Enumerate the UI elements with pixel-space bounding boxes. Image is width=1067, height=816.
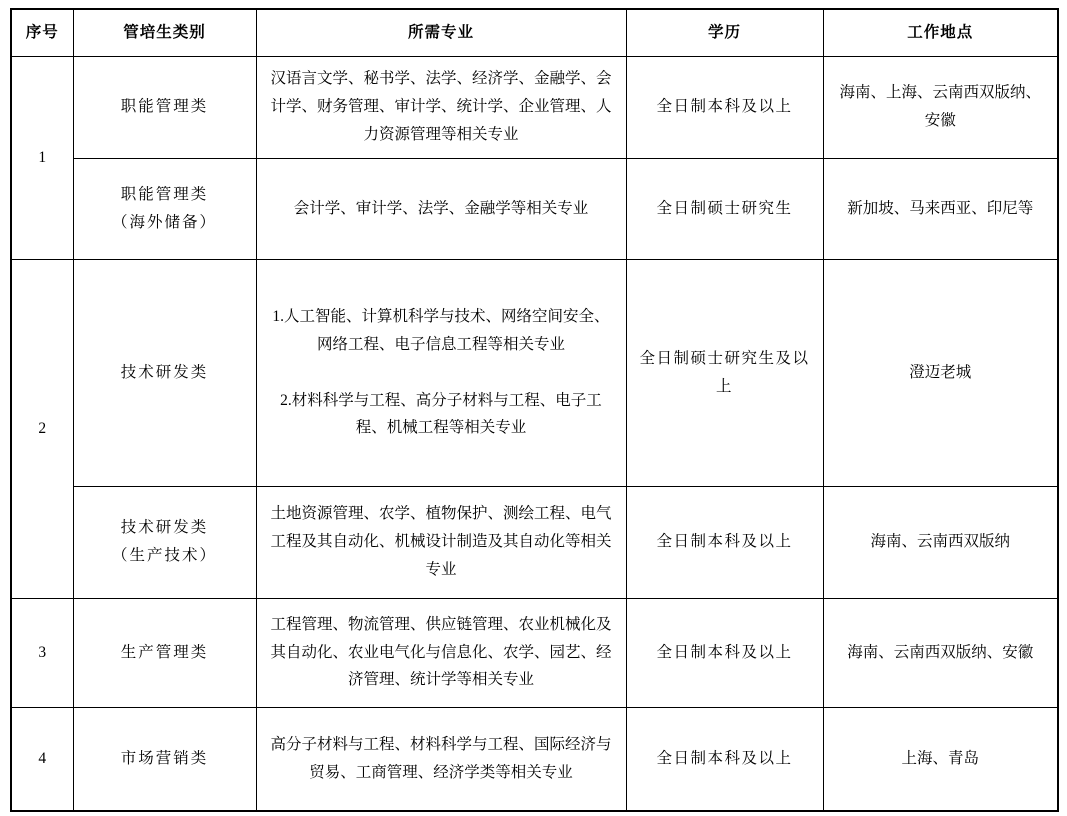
majors-paragraph-1: 1.人工智能、计算机科学与技术、网络空间安全、网络工程、电子信息工程等相关专业 [272,307,610,353]
category-subline: （生产技术） [111,547,217,564]
cell-majors-1b [256,158,626,259]
cell-education-1a: 全日制本科及以上 [626,56,823,158]
cell-location-1b: 新加坡、马来西亚、印尼等 [823,158,1058,259]
cell-majors-2b [256,486,626,598]
cell-education-3: 全日制本科及以上 [626,598,823,707]
category-subline: （海外储备） [111,213,217,231]
cell-education-2b: 全日制本科及以上 [626,486,823,598]
table-row-1a [11,56,1058,158]
header-seq: 序号 [11,9,73,56]
cell-category-1a: 职能管理类 [73,56,256,158]
cell-majors-2a [256,259,626,486]
header-education: 学历 [626,9,823,56]
cell-majors-4 [256,707,626,811]
cell-majors-1a [256,56,626,158]
table-row-2b [11,486,1058,598]
cell-location-2a: 澄迈老城 [823,259,1058,486]
cell-location-1a: 海南、上海、云南西双版纳、安徽 [823,56,1058,158]
cell-seq-4: 4 [11,707,73,811]
cell-education-4: 全日制本科及以上 [626,707,823,811]
cell-category-3: 生产管理类 [73,598,256,707]
majors-paragraph: 土地资源管理、农学、植物保护、测绘工程、电气工程及其自动化、机械设计制造及其自动化等相关专业 [270,505,612,578]
majors-paragraph: 工程管理、物流管理、供应链管理、农业机械化及其自动化、农业电气化与信息化、农学、园艺、经济管理、统计学等相关专业 [270,615,612,689]
majors-paragraph: 高分子材料与工程、材料科学与工程、国际经济与贸易、工商管理、经济学类等相关专业 [270,735,612,781]
table-row-4 [11,707,1058,811]
cell-location-4: 上海、青岛 [823,707,1058,811]
table-row-3 [11,598,1058,707]
cell-location-3: 海南、云南西双版纳、安徽 [823,598,1058,707]
cell-location-2b: 海南、云南西双版纳 [823,486,1058,598]
cell-seq-1: 1 [11,56,73,259]
cell-seq-2: 2 [11,259,73,598]
majors-paragraph-2: 2.材料科学与工程、高分子材料与工程、电子工程、机械工程等相关专业 [280,391,602,437]
cell-category-1b [73,158,256,259]
cell-category-4: 市场营销类 [73,707,256,811]
header-category: 管培生类别 [73,9,256,56]
cell-category-2a: 技术研发类 [73,259,256,486]
majors-paragraph: 汉语言文学、秘书学、法学、经济学、金融学、会计学、财务管理、审计学、统计学、企业管理、人力资源管理等相关专业 [270,70,612,143]
recruitment-table [10,8,1059,812]
table-row-1b [11,158,1058,259]
cell-majors-3 [256,598,626,707]
header-majors: 所需专业 [256,9,626,56]
table-row-2a [11,259,1058,486]
category-line: 职能管理类 [120,185,209,203]
header-location: 工作地点 [823,9,1058,56]
cell-education-2a: 全日制硕士研究生及以上 [626,259,823,486]
header-row [11,9,1058,56]
cell-education-1b: 全日制硕士研究生 [626,158,823,259]
cell-seq-3: 3 [11,598,73,707]
cell-category-2b [73,486,256,598]
category-line: 技术研发类 [120,519,209,537]
majors-paragraph: 会计学、审计学、法学、金融学等相关专业 [293,199,589,217]
